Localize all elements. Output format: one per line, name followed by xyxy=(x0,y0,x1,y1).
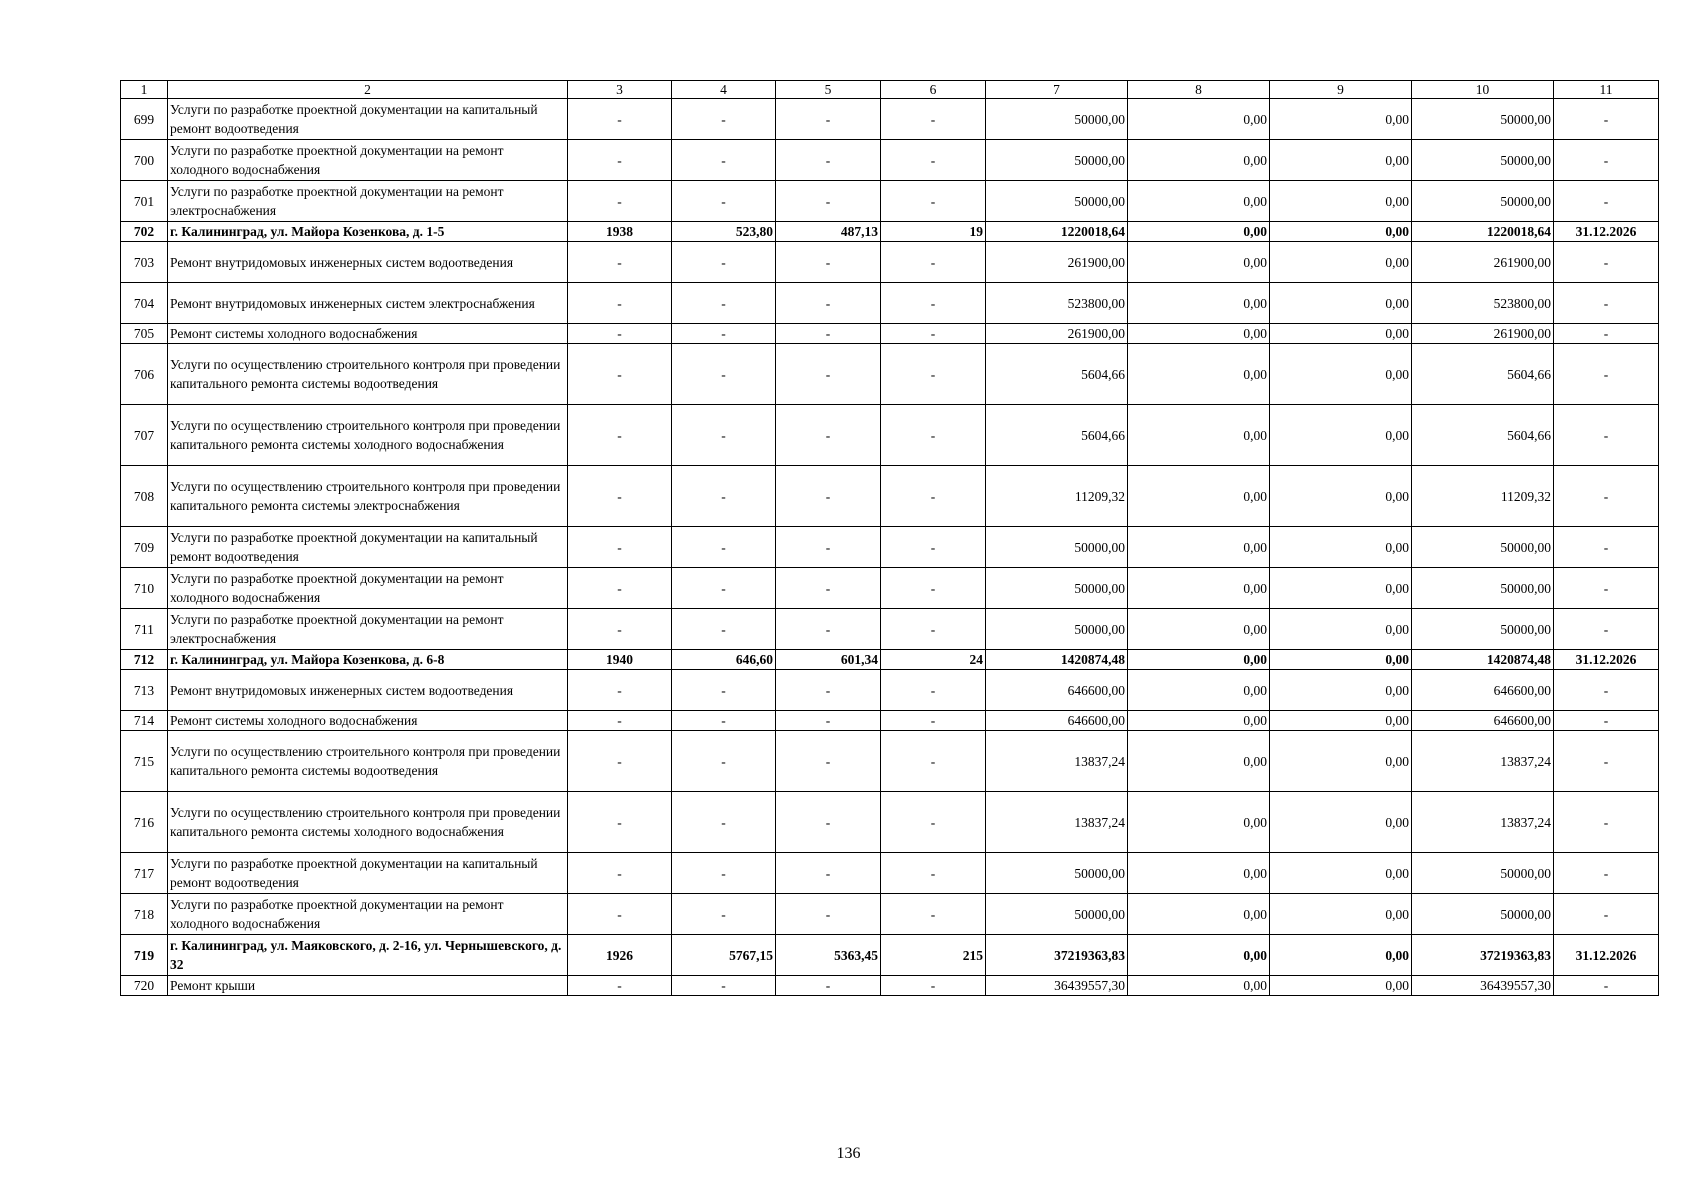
cell-col-6: 24 xyxy=(881,650,986,670)
table-row xyxy=(121,527,1659,568)
cell-col-11: - xyxy=(1554,527,1659,568)
cell-col-3: - xyxy=(568,711,672,731)
cell-col-7: 37219363,83 xyxy=(986,935,1128,976)
cell-col-5: - xyxy=(776,894,881,935)
table-row xyxy=(121,324,1659,344)
cell-col-6: - xyxy=(881,609,986,650)
column-header-7: 7 xyxy=(986,81,1128,99)
cell-col-9: 0,00 xyxy=(1270,527,1412,568)
cell-col-8: 0,00 xyxy=(1128,731,1270,792)
row-number: 707 xyxy=(121,405,168,466)
cell-col-11: - xyxy=(1554,731,1659,792)
work-name: Услуги по разработке проектной документации на ремонт электроснабжения xyxy=(168,181,568,222)
capital-repair-table xyxy=(120,80,1659,996)
cell-col-9: 0,00 xyxy=(1270,650,1412,670)
cell-col-5: - xyxy=(776,283,881,324)
column-number-header xyxy=(121,81,1659,99)
cell-col-5: - xyxy=(776,99,881,140)
work-name: г. Калининград, ул. Майора Козенкова, д. 6-8 xyxy=(168,650,568,670)
work-name: Услуги по осуществлению строительного контроля при проведении капитального ремонта системы водоотведения xyxy=(168,731,568,792)
cell-col-7: 11209,32 xyxy=(986,466,1128,527)
cell-col-9: 0,00 xyxy=(1270,609,1412,650)
row-number: 719 xyxy=(121,935,168,976)
cell-col-8: 0,00 xyxy=(1128,324,1270,344)
cell-col-11: - xyxy=(1554,853,1659,894)
cell-col-5: - xyxy=(776,792,881,853)
cell-col-6: - xyxy=(881,283,986,324)
cell-col-9: 0,00 xyxy=(1270,283,1412,324)
cell-col-8: 0,00 xyxy=(1128,222,1270,242)
cell-col-6: - xyxy=(881,670,986,711)
row-number: 713 xyxy=(121,670,168,711)
cell-col-9: 0,00 xyxy=(1270,242,1412,283)
cell-col-8: 0,00 xyxy=(1128,976,1270,996)
table-row xyxy=(121,711,1659,731)
cell-col-9: 0,00 xyxy=(1270,976,1412,996)
cell-col-3: 1926 xyxy=(568,935,672,976)
cell-col-4: - xyxy=(672,711,776,731)
cell-col-10: 261900,00 xyxy=(1412,242,1554,283)
cell-col-3: - xyxy=(568,976,672,996)
cell-col-3: - xyxy=(568,609,672,650)
cell-col-10: 5604,66 xyxy=(1412,405,1554,466)
work-name: Услуги по разработке проектной документации на ремонт холодного водоснабжения xyxy=(168,568,568,609)
table-row xyxy=(121,670,1659,711)
cell-col-8: 0,00 xyxy=(1128,609,1270,650)
cell-col-10: 646600,00 xyxy=(1412,711,1554,731)
cell-col-3: - xyxy=(568,527,672,568)
column-header-6: 6 xyxy=(881,81,986,99)
cell-col-4: - xyxy=(672,99,776,140)
cell-col-8: 0,00 xyxy=(1128,935,1270,976)
column-header-3: 3 xyxy=(568,81,672,99)
table-row xyxy=(121,99,1659,140)
row-number: 720 xyxy=(121,976,168,996)
cell-col-4: 523,80 xyxy=(672,222,776,242)
cell-col-11: - xyxy=(1554,568,1659,609)
row-number: 702 xyxy=(121,222,168,242)
cell-col-7: 50000,00 xyxy=(986,894,1128,935)
cell-col-10: 50000,00 xyxy=(1412,853,1554,894)
cell-col-4: - xyxy=(672,181,776,222)
cell-col-10: 50000,00 xyxy=(1412,894,1554,935)
row-number: 699 xyxy=(121,99,168,140)
row-number: 703 xyxy=(121,242,168,283)
table-row xyxy=(121,568,1659,609)
column-header-2: 2 xyxy=(168,81,568,99)
table-row xyxy=(121,344,1659,405)
cell-col-11: - xyxy=(1554,792,1659,853)
cell-col-11: - xyxy=(1554,976,1659,996)
cell-col-9: 0,00 xyxy=(1270,853,1412,894)
cell-col-3: - xyxy=(568,894,672,935)
work-name: Услуги по осуществлению строительного контроля при проведении капитального ремонта системы холодного водоснабжения xyxy=(168,792,568,853)
cell-col-10: 523800,00 xyxy=(1412,283,1554,324)
cell-col-11: - xyxy=(1554,283,1659,324)
cell-col-10: 1220018,64 xyxy=(1412,222,1554,242)
column-header-5: 5 xyxy=(776,81,881,99)
cell-col-7: 261900,00 xyxy=(986,324,1128,344)
cell-col-11: - xyxy=(1554,405,1659,466)
cell-col-6: - xyxy=(881,242,986,283)
work-name: Ремонт внутридомовых инженерных систем водоотведения xyxy=(168,242,568,283)
cell-col-6: - xyxy=(881,466,986,527)
column-header-11: 11 xyxy=(1554,81,1659,99)
table-row xyxy=(121,283,1659,324)
cell-col-5: - xyxy=(776,976,881,996)
cell-col-3: - xyxy=(568,344,672,405)
cell-col-5: 601,34 xyxy=(776,650,881,670)
table-row xyxy=(121,853,1659,894)
cell-col-5: - xyxy=(776,731,881,792)
cell-col-8: 0,00 xyxy=(1128,894,1270,935)
cell-col-4: - xyxy=(672,609,776,650)
cell-col-11: - xyxy=(1554,242,1659,283)
cell-col-10: 13837,24 xyxy=(1412,792,1554,853)
cell-col-11: 31.12.2026 xyxy=(1554,935,1659,976)
cell-col-7: 50000,00 xyxy=(986,568,1128,609)
row-number: 705 xyxy=(121,324,168,344)
column-header-4: 4 xyxy=(672,81,776,99)
cell-col-5: - xyxy=(776,344,881,405)
table-row xyxy=(121,140,1659,181)
cell-col-3: 1940 xyxy=(568,650,672,670)
table-body xyxy=(121,99,1659,996)
cell-col-10: 646600,00 xyxy=(1412,670,1554,711)
cell-col-10: 37219363,83 xyxy=(1412,935,1554,976)
cell-col-9: 0,00 xyxy=(1270,99,1412,140)
cell-col-8: 0,00 xyxy=(1128,568,1270,609)
cell-col-3: - xyxy=(568,324,672,344)
cell-col-7: 646600,00 xyxy=(986,670,1128,711)
cell-col-9: 0,00 xyxy=(1270,140,1412,181)
cell-col-8: 0,00 xyxy=(1128,670,1270,711)
table-row xyxy=(121,650,1659,670)
cell-col-11: - xyxy=(1554,140,1659,181)
row-number: 709 xyxy=(121,527,168,568)
cell-col-3: - xyxy=(568,242,672,283)
cell-col-11: - xyxy=(1554,711,1659,731)
cell-col-4: - xyxy=(672,344,776,405)
cell-col-11: - xyxy=(1554,670,1659,711)
column-header-1: 1 xyxy=(121,81,168,99)
cell-col-4: - xyxy=(672,568,776,609)
cell-col-4: - xyxy=(672,731,776,792)
work-name: Услуги по разработке проектной документации на капитальный ремонт водоотведения xyxy=(168,99,568,140)
cell-col-5: - xyxy=(776,466,881,527)
work-name: Ремонт системы холодного водоснабжения xyxy=(168,711,568,731)
cell-col-7: 646600,00 xyxy=(986,711,1128,731)
cell-col-5: 5363,45 xyxy=(776,935,881,976)
cell-col-5: - xyxy=(776,181,881,222)
row-number: 708 xyxy=(121,466,168,527)
cell-col-7: 50000,00 xyxy=(986,853,1128,894)
column-header-8: 8 xyxy=(1128,81,1270,99)
cell-col-5: - xyxy=(776,853,881,894)
cell-col-6: - xyxy=(881,344,986,405)
cell-col-7: 50000,00 xyxy=(986,609,1128,650)
cell-col-4: 646,60 xyxy=(672,650,776,670)
cell-col-6: - xyxy=(881,324,986,344)
cell-col-9: 0,00 xyxy=(1270,568,1412,609)
cell-col-10: 1420874,48 xyxy=(1412,650,1554,670)
cell-col-8: 0,00 xyxy=(1128,650,1270,670)
cell-col-3: - xyxy=(568,405,672,466)
cell-col-5: - xyxy=(776,670,881,711)
work-name: Ремонт крыши xyxy=(168,976,568,996)
cell-col-3: - xyxy=(568,568,672,609)
table-row xyxy=(121,181,1659,222)
cell-col-7: 50000,00 xyxy=(986,140,1128,181)
cell-col-8: 0,00 xyxy=(1128,792,1270,853)
cell-col-4: 5767,15 xyxy=(672,935,776,976)
work-name: Услуги по разработке проектной документации на ремонт электроснабжения xyxy=(168,609,568,650)
table-row xyxy=(121,976,1659,996)
cell-col-8: 0,00 xyxy=(1128,99,1270,140)
cell-col-10: 13837,24 xyxy=(1412,731,1554,792)
cell-col-6: - xyxy=(881,853,986,894)
cell-col-4: - xyxy=(672,283,776,324)
cell-col-11: - xyxy=(1554,181,1659,222)
cell-col-3: - xyxy=(568,140,672,181)
cell-col-10: 261900,00 xyxy=(1412,324,1554,344)
cell-col-9: 0,00 xyxy=(1270,792,1412,853)
cell-col-5: 487,13 xyxy=(776,222,881,242)
page-number: 136 xyxy=(836,1145,861,1162)
row-number: 717 xyxy=(121,853,168,894)
row-number: 716 xyxy=(121,792,168,853)
cell-col-9: 0,00 xyxy=(1270,711,1412,731)
cell-col-4: - xyxy=(672,242,776,283)
row-number: 714 xyxy=(121,711,168,731)
cell-col-10: 50000,00 xyxy=(1412,527,1554,568)
work-name: Ремонт системы холодного водоснабжения xyxy=(168,324,568,344)
cell-col-11: - xyxy=(1554,466,1659,527)
cell-col-9: 0,00 xyxy=(1270,935,1412,976)
cell-col-6: - xyxy=(881,140,986,181)
cell-col-9: 0,00 xyxy=(1270,344,1412,405)
table-row xyxy=(121,894,1659,935)
cell-col-3: - xyxy=(568,731,672,792)
cell-col-11: 31.12.2026 xyxy=(1554,650,1659,670)
cell-col-9: 0,00 xyxy=(1270,670,1412,711)
cell-col-7: 5604,66 xyxy=(986,405,1128,466)
row-number: 711 xyxy=(121,609,168,650)
cell-col-10: 50000,00 xyxy=(1412,568,1554,609)
work-name: Услуги по осуществлению строительного контроля при проведении капитального ремонта системы холодного водоснабжения xyxy=(168,405,568,466)
work-name: Услуги по осуществлению строительного контроля при проведении капитального ремонта системы электроснабжения xyxy=(168,466,568,527)
cell-col-8: 0,00 xyxy=(1128,466,1270,527)
cell-col-4: - xyxy=(672,466,776,527)
cell-col-6: 19 xyxy=(881,222,986,242)
cell-col-7: 1220018,64 xyxy=(986,222,1128,242)
cell-col-5: - xyxy=(776,405,881,466)
cell-col-10: 50000,00 xyxy=(1412,609,1554,650)
cell-col-7: 36439557,30 xyxy=(986,976,1128,996)
cell-col-11: - xyxy=(1554,99,1659,140)
cell-col-7: 13837,24 xyxy=(986,792,1128,853)
row-number: 712 xyxy=(121,650,168,670)
cell-col-8: 0,00 xyxy=(1128,242,1270,283)
cell-col-9: 0,00 xyxy=(1270,324,1412,344)
table-row xyxy=(121,609,1659,650)
cell-col-6: - xyxy=(881,976,986,996)
cell-col-9: 0,00 xyxy=(1270,731,1412,792)
cell-col-7: 5604,66 xyxy=(986,344,1128,405)
column-header-9: 9 xyxy=(1270,81,1412,99)
cell-col-4: - xyxy=(672,976,776,996)
column-header-10: 10 xyxy=(1412,81,1554,99)
cell-col-9: 0,00 xyxy=(1270,405,1412,466)
cell-col-5: - xyxy=(776,140,881,181)
cell-col-4: - xyxy=(672,140,776,181)
cell-col-6: - xyxy=(881,99,986,140)
work-name: Услуги по разработке проектной документации на капитальный ремонт водоотведения xyxy=(168,853,568,894)
row-number: 704 xyxy=(121,283,168,324)
cell-col-8: 0,00 xyxy=(1128,527,1270,568)
cell-col-8: 0,00 xyxy=(1128,181,1270,222)
cell-col-3: - xyxy=(568,853,672,894)
cell-col-3: - xyxy=(568,181,672,222)
cell-col-4: - xyxy=(672,670,776,711)
cell-col-4: - xyxy=(672,527,776,568)
cell-col-3: - xyxy=(568,466,672,527)
cell-col-11: - xyxy=(1554,894,1659,935)
cell-col-5: - xyxy=(776,527,881,568)
cell-col-6: 215 xyxy=(881,935,986,976)
cell-col-6: - xyxy=(881,527,986,568)
cell-col-9: 0,00 xyxy=(1270,181,1412,222)
cell-col-11: - xyxy=(1554,609,1659,650)
cell-col-4: - xyxy=(672,324,776,344)
cell-col-6: - xyxy=(881,731,986,792)
cell-col-3: 1938 xyxy=(568,222,672,242)
cell-col-10: 50000,00 xyxy=(1412,140,1554,181)
cell-col-10: 36439557,30 xyxy=(1412,976,1554,996)
cell-col-11: 31.12.2026 xyxy=(1554,222,1659,242)
cell-col-3: - xyxy=(568,670,672,711)
row-number: 715 xyxy=(121,731,168,792)
work-name: Ремонт внутридомовых инженерных систем водоотведения xyxy=(168,670,568,711)
cell-col-8: 0,00 xyxy=(1128,405,1270,466)
work-name: Услуги по разработке проектной документации на капитальный ремонт водоотведения xyxy=(168,527,568,568)
cell-col-3: - xyxy=(568,283,672,324)
cell-col-10: 50000,00 xyxy=(1412,181,1554,222)
cell-col-9: 0,00 xyxy=(1270,894,1412,935)
cell-col-7: 523800,00 xyxy=(986,283,1128,324)
table-row xyxy=(121,935,1659,976)
row-number: 700 xyxy=(121,140,168,181)
cell-col-9: 0,00 xyxy=(1270,466,1412,527)
cell-col-5: - xyxy=(776,711,881,731)
cell-col-4: - xyxy=(672,792,776,853)
cell-col-10: 11209,32 xyxy=(1412,466,1554,527)
cell-col-4: - xyxy=(672,853,776,894)
cell-col-4: - xyxy=(672,894,776,935)
cell-col-6: - xyxy=(881,405,986,466)
row-number: 718 xyxy=(121,894,168,935)
table-row xyxy=(121,731,1659,792)
cell-col-6: - xyxy=(881,711,986,731)
cell-col-7: 50000,00 xyxy=(986,99,1128,140)
work-name: г. Калининград, ул. Маяковского, д. 2-16, ул. Чернышевского, д. 32 xyxy=(168,935,568,976)
cell-col-6: - xyxy=(881,894,986,935)
row-number: 710 xyxy=(121,568,168,609)
table-row xyxy=(121,792,1659,853)
cell-col-4: - xyxy=(672,405,776,466)
cell-col-7: 1420874,48 xyxy=(986,650,1128,670)
cell-col-9: 0,00 xyxy=(1270,222,1412,242)
work-name: Ремонт внутридомовых инженерных систем электроснабжения xyxy=(168,283,568,324)
cell-col-5: - xyxy=(776,242,881,283)
cell-col-10: 5604,66 xyxy=(1412,344,1554,405)
cell-col-6: - xyxy=(881,181,986,222)
cell-col-3: - xyxy=(568,99,672,140)
table-row xyxy=(121,242,1659,283)
cell-col-8: 0,00 xyxy=(1128,344,1270,405)
cell-col-7: 261900,00 xyxy=(986,242,1128,283)
cell-col-7: 50000,00 xyxy=(986,527,1128,568)
cell-col-6: - xyxy=(881,792,986,853)
table-row xyxy=(121,466,1659,527)
cell-col-7: 13837,24 xyxy=(986,731,1128,792)
cell-col-10: 50000,00 xyxy=(1412,99,1554,140)
cell-col-8: 0,00 xyxy=(1128,711,1270,731)
cell-col-5: - xyxy=(776,324,881,344)
cell-col-11: - xyxy=(1554,344,1659,405)
work-name: Услуги по разработке проектной документации на ремонт холодного водоснабжения xyxy=(168,894,568,935)
cell-col-8: 0,00 xyxy=(1128,283,1270,324)
row-number: 701 xyxy=(121,181,168,222)
work-name: Услуги по осуществлению строительного контроля при проведении капитального ремонта системы водоотведения xyxy=(168,344,568,405)
work-name: Услуги по разработке проектной документации на ремонт холодного водоснабжения xyxy=(168,140,568,181)
cell-col-3: - xyxy=(568,792,672,853)
row-number: 706 xyxy=(121,344,168,405)
cell-col-8: 0,00 xyxy=(1128,140,1270,181)
cell-col-5: - xyxy=(776,609,881,650)
cell-col-7: 50000,00 xyxy=(986,181,1128,222)
table-row xyxy=(121,405,1659,466)
cell-col-8: 0,00 xyxy=(1128,853,1270,894)
cell-col-6: - xyxy=(881,568,986,609)
cell-col-11: - xyxy=(1554,324,1659,344)
cell-col-5: - xyxy=(776,568,881,609)
work-name: г. Калининград, ул. Майора Козенкова, д. 1-5 xyxy=(168,222,568,242)
table-row xyxy=(121,222,1659,242)
